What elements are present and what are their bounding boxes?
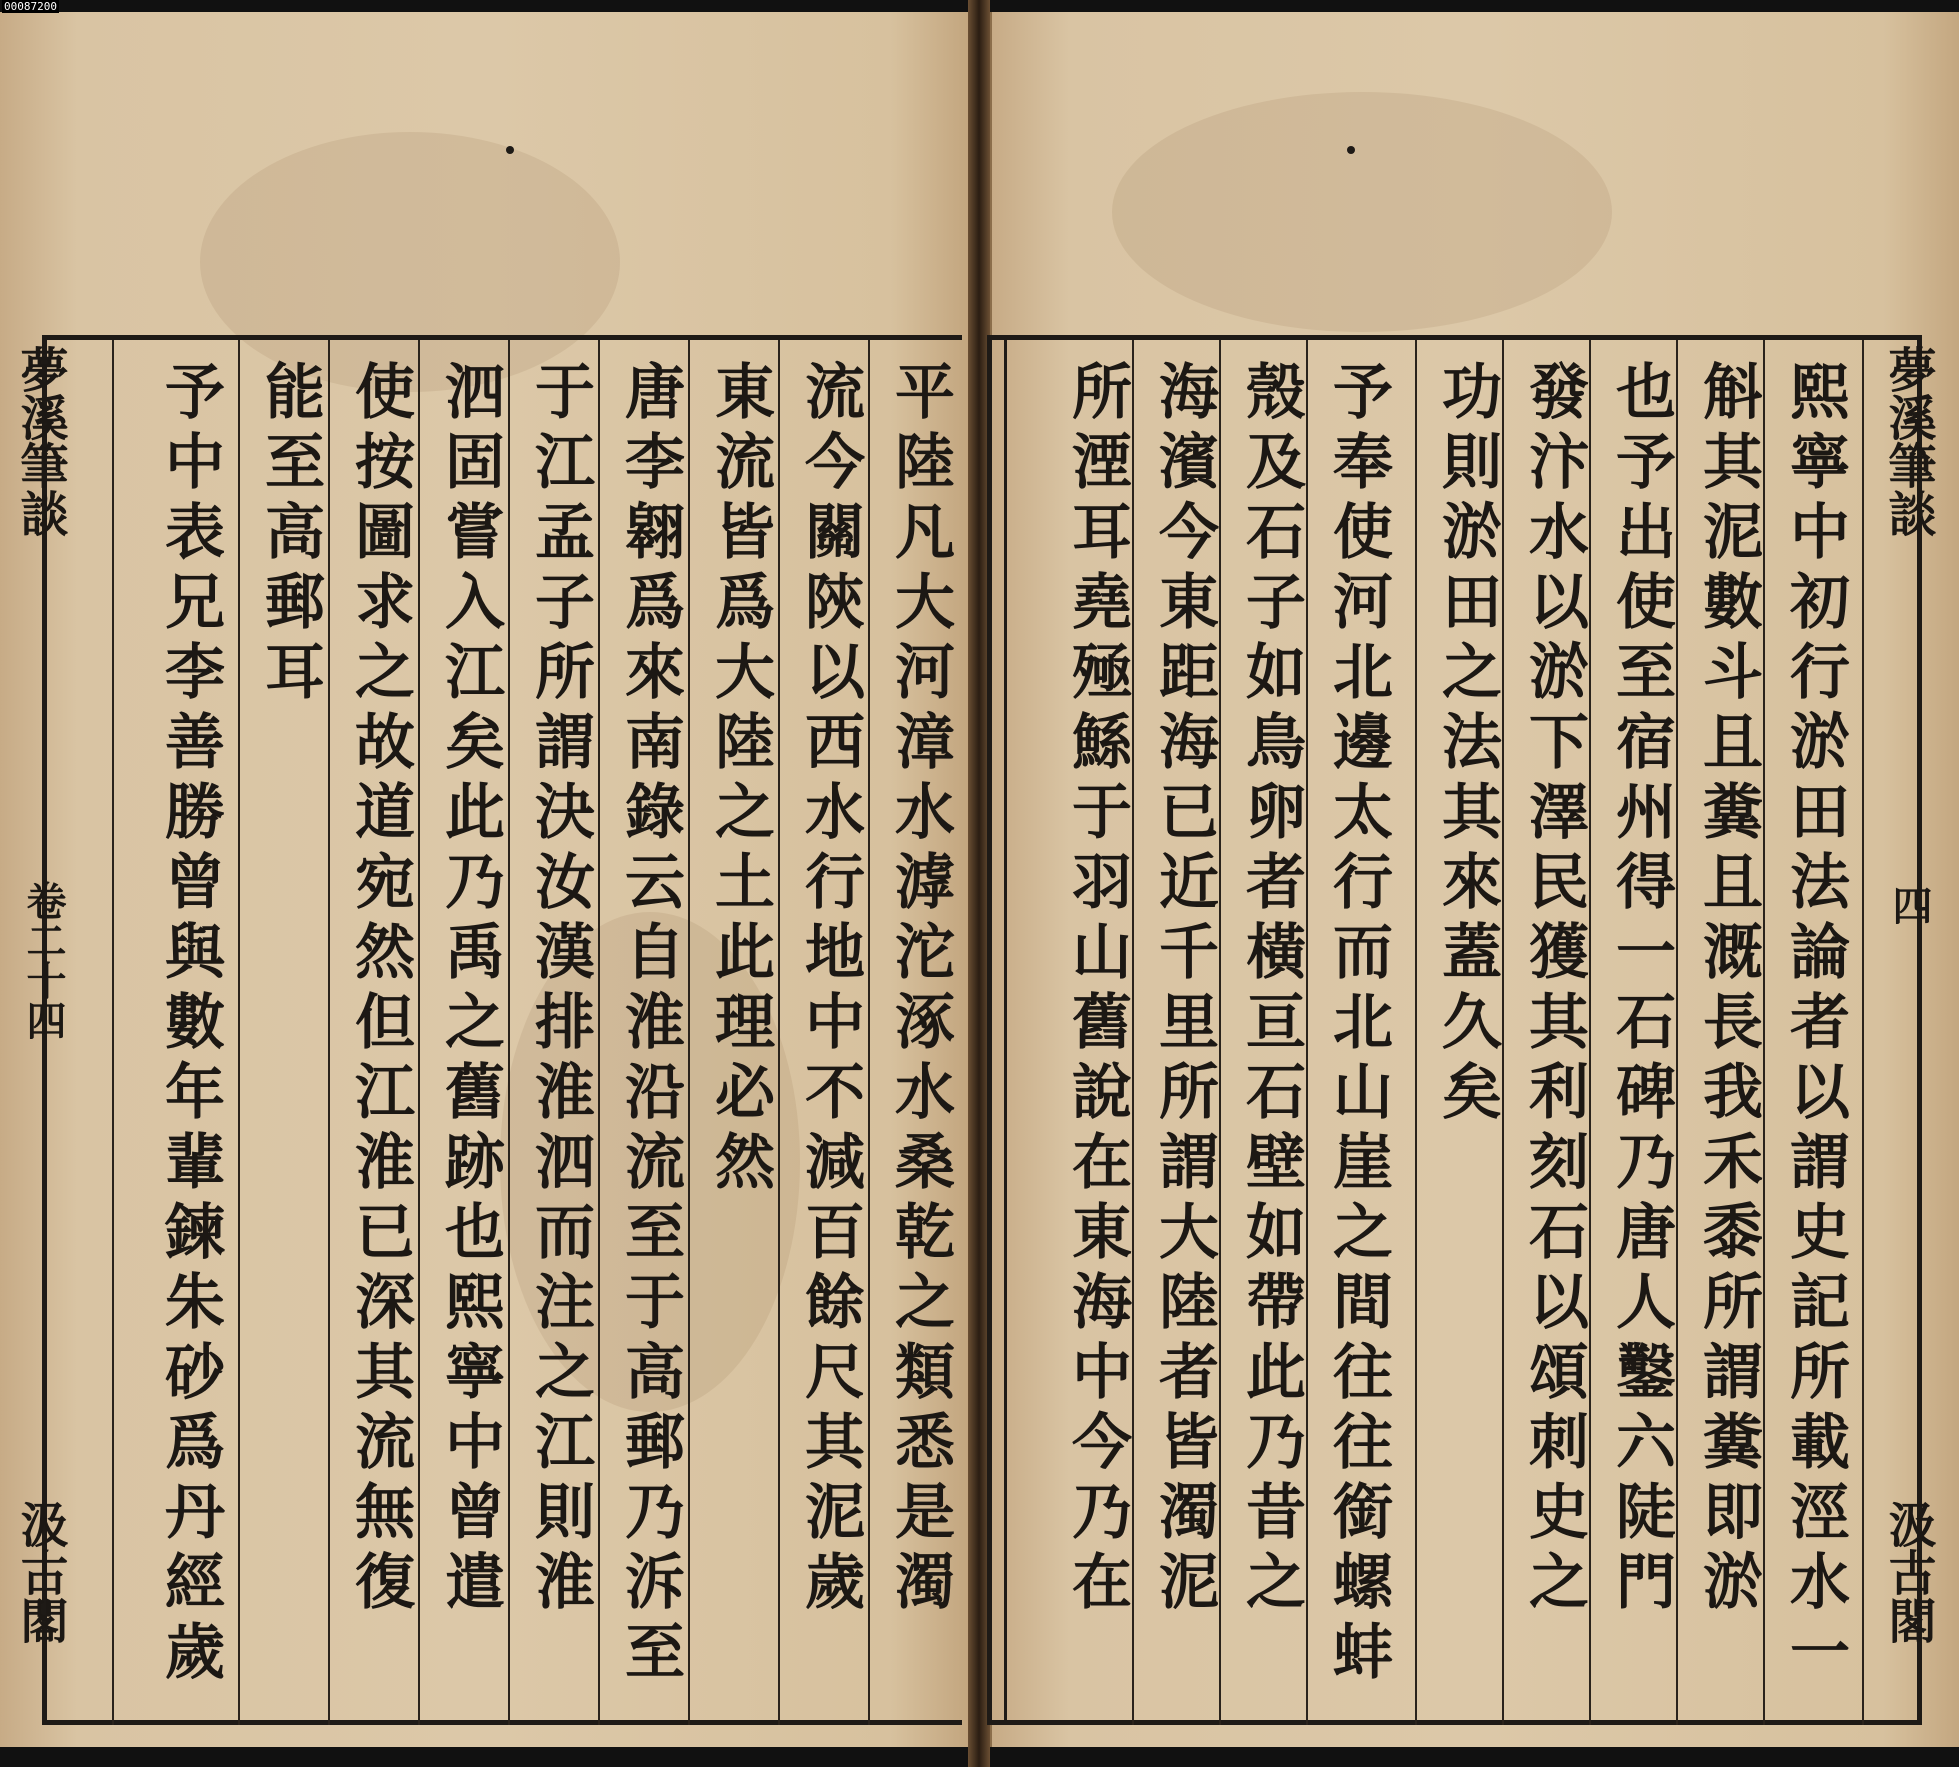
left-text-column: 東流皆爲大陸之土此理必然 bbox=[705, 360, 775, 1200]
right-text-column: 殼及石子如鳥卵者橫亘石壁如帶此乃昔之 bbox=[1236, 360, 1306, 1620]
left-text-column: 予中表兄李善勝曾與數年輩鍊朱砂爲丹經歲 bbox=[155, 360, 225, 1690]
right-text-column: 斛其泥數斗且糞且溉長我禾黍所謂糞即淤 bbox=[1693, 360, 1763, 1620]
right-text-column: 熙寧中初行淤田法論者以謂史記所載涇水一 bbox=[1780, 360, 1850, 1690]
image-id-label: 00087200 bbox=[4, 0, 57, 13]
volume-label: 卷二十四 bbox=[20, 880, 67, 1040]
ink-speck bbox=[506, 146, 514, 154]
right-text-column: 功則淤田之法其來蓋久矣 bbox=[1432, 360, 1502, 1130]
right-text-column: 海濱今東距海已近千里所謂大陸者皆濁泥 bbox=[1149, 360, 1219, 1620]
column-rule bbox=[238, 340, 240, 1725]
paper-stain bbox=[1112, 92, 1612, 332]
left-text-column: 能至高郵耳 bbox=[255, 360, 325, 710]
right-publisher-mark: 汲古閣 bbox=[1880, 1500, 1936, 1644]
left-text-column: 唐李翱爲來南錄云自淮沿流至于高郵乃泝至 bbox=[615, 360, 685, 1690]
right-text-column: 發汴水以淤下澤民獲其利刻石以頌刺史之 bbox=[1519, 360, 1589, 1620]
folio-number: 四 bbox=[1886, 885, 1933, 925]
left-text-column: 使按圖求之故道宛然但江淮已深其流無復 bbox=[345, 360, 415, 1620]
left-banxin-title: 夢溪筆談 bbox=[12, 345, 68, 537]
right-banxin-title: 夢溪筆談 bbox=[1880, 345, 1936, 537]
right-text-column: 所湮耳堯殛鯀于羽山舊說在東海中今乃在 bbox=[1062, 360, 1132, 1620]
ink-speck bbox=[1347, 146, 1355, 154]
banxin-rule bbox=[1862, 340, 1864, 1725]
column-rule bbox=[1415, 340, 1417, 1725]
left-publisher-mark: 汲古閣 bbox=[12, 1500, 68, 1644]
left-text-column: 流今關陝以西水行地中不減百餘尺其泥歲 bbox=[795, 360, 865, 1620]
left-text-column: 平陸凡大河漳水滹沱涿水桑乾之類悉是濁 bbox=[885, 360, 955, 1620]
right-text-column: 予奉使河北邊太行而北山崖之間往往銜螺蚌 bbox=[1323, 360, 1393, 1690]
banxin-rule bbox=[112, 340, 114, 1725]
left-text-column: 于江孟子所謂決汝漢排淮泗而注之江則淮 bbox=[525, 360, 595, 1620]
left-text-column: 泗固嘗入江矣此乃禹之舊跡也熙寧中曾遣 bbox=[435, 360, 505, 1620]
right-text-column: 也予出使至宿州得一石碑乃唐人鑿六陡門 bbox=[1606, 360, 1676, 1620]
